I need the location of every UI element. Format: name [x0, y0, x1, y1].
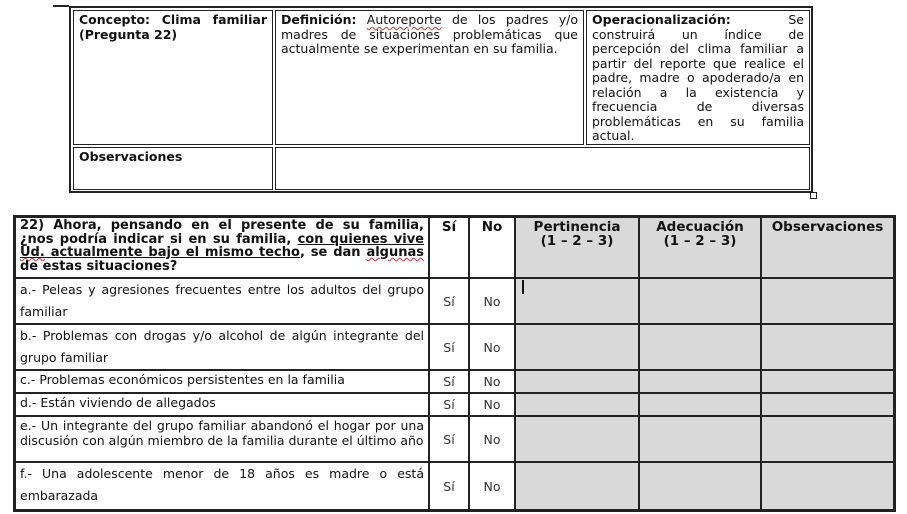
- situation-text[interactable]: [15, 393, 429, 416]
- adecuacion-input[interactable]: [639, 462, 761, 510]
- situation-text-label: f.- Una adolescente menor de 18 años es madre o está embarazada: [20, 466, 424, 503]
- definition-spellcheck-word: Autoreporte: [366, 12, 442, 27]
- pertinencia-label: Pertinencia: [533, 219, 621, 235]
- question-text-underlined1: con quienes vive Ud. actualmente bajo el mismo techo: [20, 231, 424, 260]
- adecuacion-input[interactable]: [639, 370, 761, 393]
- question-text-part3: de estas situaciones?: [20, 258, 178, 274]
- table-resize-handle[interactable]: [810, 192, 817, 199]
- situation-text-label: e.- Un integrante del grupo familiar abandonó el hogar por una discusión con algún miembro de la familia durante el último año: [20, 418, 424, 448]
- option-no-label: No: [483, 397, 501, 412]
- option-no[interactable]: [469, 278, 515, 324]
- situation-text[interactable]: [15, 324, 429, 370]
- situation-text[interactable]: [15, 416, 429, 462]
- pertinencia-input[interactable]: [515, 370, 639, 393]
- concept-value: Clima familiar (Pregunta 22): [79, 12, 267, 42]
- option-si[interactable]: [429, 393, 469, 416]
- definition-text: de los padres y/o madres de situaciones problemáticas que actualmente se experimentan en su familia.: [281, 12, 578, 56]
- observations-label: Observaciones: [79, 149, 183, 164]
- option-si[interactable]: [429, 370, 469, 393]
- situation-text[interactable]: [15, 278, 429, 324]
- adecuacion-input[interactable]: [639, 278, 761, 324]
- observations-label-cell[interactable]: [73, 147, 273, 190]
- observaciones-input[interactable]: [761, 278, 894, 324]
- question-text-part2: , se dan: [299, 245, 367, 260]
- header-observaciones[interactable]: [761, 217, 894, 278]
- option-no[interactable]: [469, 462, 515, 510]
- situation-text-label: b.- Problemas con drogas y/o alcohol de algún integrante del grupo familiar: [20, 328, 424, 365]
- question-spellcheck-word2: algunas: [366, 245, 424, 260]
- option-no-label: No: [483, 478, 501, 494]
- option-no[interactable]: [469, 370, 515, 393]
- pertinencia-scale: (1 – 2 – 3): [540, 233, 614, 249]
- pertinencia-input[interactable]: [515, 462, 639, 510]
- option-si[interactable]: [429, 416, 469, 462]
- concept-label: Concepto:: [79, 12, 151, 27]
- option-no-label: No: [483, 293, 501, 309]
- option-no[interactable]: [469, 393, 515, 416]
- option-si-label: Sí: [443, 293, 455, 309]
- question-text-part1: 22) Ahora, pensando en el presente de su familia, ¿nos podría indicar si en su familia,: [20, 218, 424, 247]
- situation-text-label: a.- Peleas y agresiones frecuentes entre los adultos del grupo familiar: [20, 282, 424, 319]
- option-si-label: Sí: [443, 374, 455, 389]
- header-si[interactable]: Sí: [429, 217, 469, 278]
- table-border-fragment: [53, 5, 69, 7]
- header-adecuacion[interactable]: [639, 217, 761, 278]
- adecuacion-scale: (1 – 2 – 3): [663, 233, 737, 249]
- header-pertinencia[interactable]: [515, 217, 639, 278]
- question-header-cell[interactable]: [15, 217, 429, 278]
- option-no[interactable]: [469, 324, 515, 370]
- option-si-label: Sí: [443, 431, 455, 447]
- option-si-label: Sí: [443, 397, 455, 412]
- concept-cell[interactable]: [73, 10, 273, 145]
- adecuacion-input[interactable]: [639, 416, 761, 462]
- pertinencia-input[interactable]: [515, 393, 639, 416]
- option-no-label: No: [483, 339, 501, 355]
- observaciones-input[interactable]: [761, 462, 894, 510]
- observations-value-cell[interactable]: [275, 147, 810, 190]
- header-no[interactable]: No: [469, 217, 515, 278]
- option-no-label: No: [483, 431, 501, 447]
- pertinencia-input[interactable]: [515, 324, 639, 370]
- situation-text-label: c.- Problemas económicos persistentes en la familia: [20, 372, 345, 387]
- observaciones-input[interactable]: [761, 370, 894, 393]
- option-no[interactable]: [469, 416, 515, 462]
- operationalization-cell[interactable]: [586, 10, 810, 145]
- operationalization-label: Operacionalización:: [592, 12, 731, 27]
- operationalization-text: Se construirá un índice de percepción del clima familiar a partir del reporte que realice el padre, madre o apoderado/a en relación a la existencia y frecuencia de diversas problemáticas en su familia actual.: [592, 12, 804, 143]
- situation-text-label: d.- Están viviendo de allegados: [20, 395, 216, 410]
- option-si[interactable]: [429, 278, 469, 324]
- definition-label: Definición:: [281, 12, 357, 27]
- definition-cell[interactable]: [275, 10, 584, 145]
- adecuacion-input[interactable]: [639, 393, 761, 416]
- pertinencia-input[interactable]: [515, 416, 639, 462]
- situation-text[interactable]: [15, 462, 429, 510]
- situation-text[interactable]: [15, 370, 429, 393]
- observaciones-label: Observaciones: [771, 219, 884, 235]
- observaciones-input[interactable]: [761, 416, 894, 462]
- observaciones-input[interactable]: [761, 324, 894, 370]
- observaciones-input[interactable]: [761, 393, 894, 416]
- option-si[interactable]: [429, 324, 469, 370]
- adecuacion-input[interactable]: [639, 324, 761, 370]
- option-si[interactable]: [429, 462, 469, 510]
- text-cursor: [522, 280, 524, 294]
- definition-table: [69, 6, 813, 193]
- option-no-label: No: [483, 374, 501, 389]
- option-si-label: Sí: [443, 339, 455, 355]
- question-spellcheck-word: Ud.: [20, 245, 45, 260]
- pertinencia-input[interactable]: [515, 278, 639, 324]
- adecuacion-label: Adecuación: [656, 219, 744, 235]
- option-si-label: Sí: [443, 478, 455, 494]
